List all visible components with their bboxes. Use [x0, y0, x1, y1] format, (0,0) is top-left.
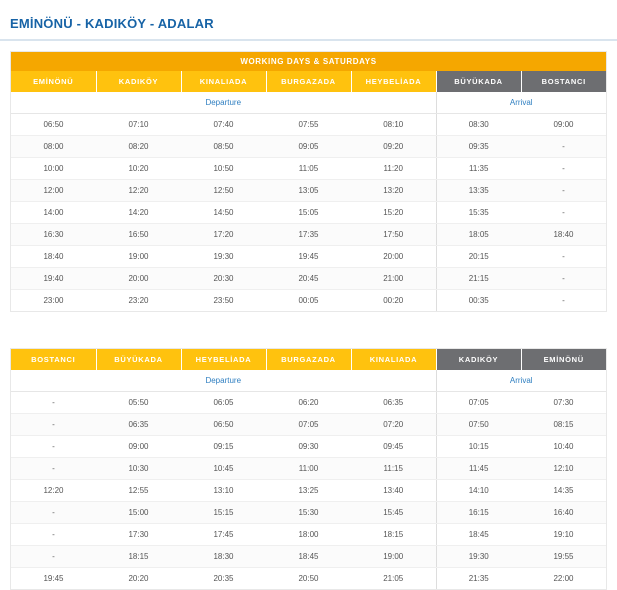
- table-cell: -: [11, 414, 96, 436]
- table-cell: 19:45: [11, 568, 96, 590]
- table-cell: 21:15: [436, 268, 521, 290]
- table-cell: 19:30: [436, 546, 521, 568]
- table-cell: 18:15: [351, 524, 436, 546]
- table-cell: 07:20: [351, 414, 436, 436]
- table-cell: 07:05: [266, 414, 351, 436]
- table-row: [11, 568, 606, 590]
- table-cell: 08:00: [11, 136, 96, 158]
- table-cell: 18:15: [96, 546, 181, 568]
- table-cell: 06:50: [181, 414, 266, 436]
- table2-arrival-label: Arrival: [436, 370, 606, 392]
- table1-col-kadikoy: KADIKÖY: [96, 71, 181, 92]
- table-cell: -: [11, 458, 96, 480]
- table-cell: 18:40: [521, 224, 606, 246]
- table1-col-eminonu: EMİNÖNÜ: [11, 71, 96, 92]
- table-cell: 13:20: [351, 180, 436, 202]
- table-cell: 14:00: [11, 202, 96, 224]
- table-row: [11, 290, 606, 312]
- table2-subheader-row: [11, 370, 606, 392]
- timetable-1: [10, 51, 607, 312]
- table-cell: 17:30: [96, 524, 181, 546]
- table-row: [11, 480, 606, 502]
- table-cell: -: [521, 290, 606, 312]
- table-cell: 20:15: [436, 246, 521, 268]
- table1-col-bostanci: BOSTANCI: [521, 71, 606, 92]
- table-cell: 12:50: [181, 180, 266, 202]
- table-cell: 13:35: [436, 180, 521, 202]
- table-cell: 21:35: [436, 568, 521, 590]
- table-cell: 19:30: [181, 246, 266, 268]
- table-cell: 20:35: [181, 568, 266, 590]
- table-cell: 10:00: [11, 158, 96, 180]
- table-cell: 06:50: [11, 114, 96, 136]
- table-cell: 20:30: [181, 268, 266, 290]
- table-cell: 08:15: [521, 414, 606, 436]
- table-cell: 20:20: [96, 568, 181, 590]
- table-cell: 06:35: [351, 392, 436, 414]
- table1-header-row: [11, 71, 606, 92]
- table-cell: 17:45: [181, 524, 266, 546]
- table-cell: 18:45: [266, 546, 351, 568]
- table-cell: 21:00: [351, 268, 436, 290]
- table-cell: 00:05: [266, 290, 351, 312]
- table-cell: 15:15: [181, 502, 266, 524]
- table-cell: 11:20: [351, 158, 436, 180]
- table2-col-bostanci: BOSTANCI: [11, 349, 96, 370]
- table-cell: 15:00: [96, 502, 181, 524]
- table-cell: 15:20: [351, 202, 436, 224]
- table-cell: 09:30: [266, 436, 351, 458]
- table-cell: 15:35: [436, 202, 521, 224]
- table-cell: 06:35: [96, 414, 181, 436]
- table-cell: 13:10: [181, 480, 266, 502]
- table-cell: 05:50: [96, 392, 181, 414]
- timetable-2: [10, 348, 607, 590]
- table-cell: -: [11, 502, 96, 524]
- table-cell: 14:10: [436, 480, 521, 502]
- table-cell: 00:35: [436, 290, 521, 312]
- table-cell: 08:30: [436, 114, 521, 136]
- table2-col-burgazada: BURGAZADA: [266, 349, 351, 370]
- table-cell: -: [11, 436, 96, 458]
- table-cell: 13:40: [351, 480, 436, 502]
- table-cell: -: [11, 524, 96, 546]
- table-row: [11, 546, 606, 568]
- table-cell: 21:05: [351, 568, 436, 590]
- table-cell: 12:00: [11, 180, 96, 202]
- table2-body: [11, 392, 606, 590]
- table2-col-buyukada: BÜYÜKADA: [96, 349, 181, 370]
- table-cell: 09:15: [181, 436, 266, 458]
- table-cell: -: [521, 180, 606, 202]
- table2-col-kadikoy: KADIKÖY: [436, 349, 521, 370]
- table1-body: [11, 114, 606, 312]
- table-cell: 19:10: [521, 524, 606, 546]
- table-cell: 15:05: [266, 202, 351, 224]
- table-cell: -: [521, 136, 606, 158]
- table-cell: 19:45: [266, 246, 351, 268]
- table-cell: 14:50: [181, 202, 266, 224]
- table-cell: 13:25: [266, 480, 351, 502]
- table-cell: 07:50: [436, 414, 521, 436]
- table-cell: 08:50: [181, 136, 266, 158]
- table-cell: 12:20: [11, 480, 96, 502]
- table-cell: 08:20: [96, 136, 181, 158]
- table-cell: -: [521, 268, 606, 290]
- table-cell: 13:05: [266, 180, 351, 202]
- table1-departure-label: Departure: [11, 92, 436, 114]
- table-cell: 16:15: [436, 502, 521, 524]
- table-cell: 10:30: [96, 458, 181, 480]
- table1-col-heybeliada: HEYBELİADA: [351, 71, 436, 92]
- table-cell: 12:10: [521, 458, 606, 480]
- table-cell: 12:20: [96, 180, 181, 202]
- table-cell: 20:45: [266, 268, 351, 290]
- table-cell: 22:00: [521, 568, 606, 590]
- table-cell: 19:40: [11, 268, 96, 290]
- table-cell: 06:05: [181, 392, 266, 414]
- table-cell: 06:20: [266, 392, 351, 414]
- table-cell: 20:00: [96, 268, 181, 290]
- table-cell: 12:55: [96, 480, 181, 502]
- table-cell: 10:45: [181, 458, 266, 480]
- table-cell: 07:05: [436, 392, 521, 414]
- table-cell: 09:45: [351, 436, 436, 458]
- table-row: [11, 392, 606, 414]
- table-cell: 09:20: [351, 136, 436, 158]
- table-cell: 19:00: [96, 246, 181, 268]
- table-cell: 14:35: [521, 480, 606, 502]
- table-row: [11, 158, 606, 180]
- table-row: [11, 114, 606, 136]
- table-cell: 18:40: [11, 246, 96, 268]
- table-row: [11, 180, 606, 202]
- table-cell: -: [521, 246, 606, 268]
- table1-arrival-label: Arrival: [436, 92, 606, 114]
- table2-col-eminonu: EMİNÖNÜ: [521, 349, 606, 370]
- table-cell: -: [521, 202, 606, 224]
- table-cell: 17:35: [266, 224, 351, 246]
- table-cell: 11:00: [266, 458, 351, 480]
- table-row: [11, 524, 606, 546]
- table-cell: 16:30: [11, 224, 96, 246]
- table-cell: 15:45: [351, 502, 436, 524]
- table1-col-burgazada: BURGAZADA: [266, 71, 351, 92]
- table-cell: 16:50: [96, 224, 181, 246]
- table-cell: 09:35: [436, 136, 521, 158]
- table1-banner: WORKING DAYS & SATURDAYS: [11, 52, 606, 71]
- page-title: EMİNÖNÜ - KADIKÖY - ADALAR: [0, 8, 617, 41]
- table2-col-heybeliada: HEYBELİADA: [181, 349, 266, 370]
- table-cell: 07:30: [521, 392, 606, 414]
- table-row: [11, 136, 606, 158]
- table-cell: 19:55: [521, 546, 606, 568]
- table-cell: 07:10: [96, 114, 181, 136]
- table-row: [11, 458, 606, 480]
- table-cell: 23:00: [11, 290, 96, 312]
- table-row: [11, 246, 606, 268]
- table-cell: 23:20: [96, 290, 181, 312]
- table-cell: 00:20: [351, 290, 436, 312]
- table-row: [11, 224, 606, 246]
- table-cell: 10:50: [181, 158, 266, 180]
- table-cell: 20:00: [351, 246, 436, 268]
- table-cell: 11:35: [436, 158, 521, 180]
- table-cell: 10:40: [521, 436, 606, 458]
- table-cell: 11:45: [436, 458, 521, 480]
- table-cell: 09:00: [96, 436, 181, 458]
- table-cell: 07:55: [266, 114, 351, 136]
- table1-banner-row: [11, 52, 606, 71]
- table-cell: 07:40: [181, 114, 266, 136]
- table-cell: 17:50: [351, 224, 436, 246]
- table-cell: 09:00: [521, 114, 606, 136]
- table-cell: 16:40: [521, 502, 606, 524]
- table1-col-kinaliada: KINALIADA: [181, 71, 266, 92]
- table-cell: -: [11, 392, 96, 414]
- table-cell: 18:30: [181, 546, 266, 568]
- table1-col-buyukada: BÜYÜKADA: [436, 71, 521, 92]
- table-cell: -: [11, 546, 96, 568]
- table2-departure-label: Departure: [11, 370, 436, 392]
- table-cell: 18:45: [436, 524, 521, 546]
- table-cell: 14:20: [96, 202, 181, 224]
- page-root: [0, 8, 617, 583]
- table-cell: 10:20: [96, 158, 181, 180]
- table-row: [11, 268, 606, 290]
- table-cell: 18:00: [266, 524, 351, 546]
- table-cell: 08:10: [351, 114, 436, 136]
- table-cell: 11:05: [266, 158, 351, 180]
- table-cell: 20:50: [266, 568, 351, 590]
- table-row: [11, 436, 606, 458]
- table-cell: 18:05: [436, 224, 521, 246]
- table1-subheader-row: [11, 92, 606, 114]
- table2-header-row: [11, 349, 606, 370]
- table-cell: 15:30: [266, 502, 351, 524]
- table-cell: 11:15: [351, 458, 436, 480]
- table-row: [11, 414, 606, 436]
- table-row: [11, 202, 606, 224]
- table-cell: 10:15: [436, 436, 521, 458]
- table-cell: 19:00: [351, 546, 436, 568]
- table-row: [11, 502, 606, 524]
- table-cell: 17:20: [181, 224, 266, 246]
- table-cell: 09:05: [266, 136, 351, 158]
- table-cell: -: [521, 158, 606, 180]
- table2-col-kinaliada: KINALIADA: [351, 349, 436, 370]
- table-cell: 23:50: [181, 290, 266, 312]
